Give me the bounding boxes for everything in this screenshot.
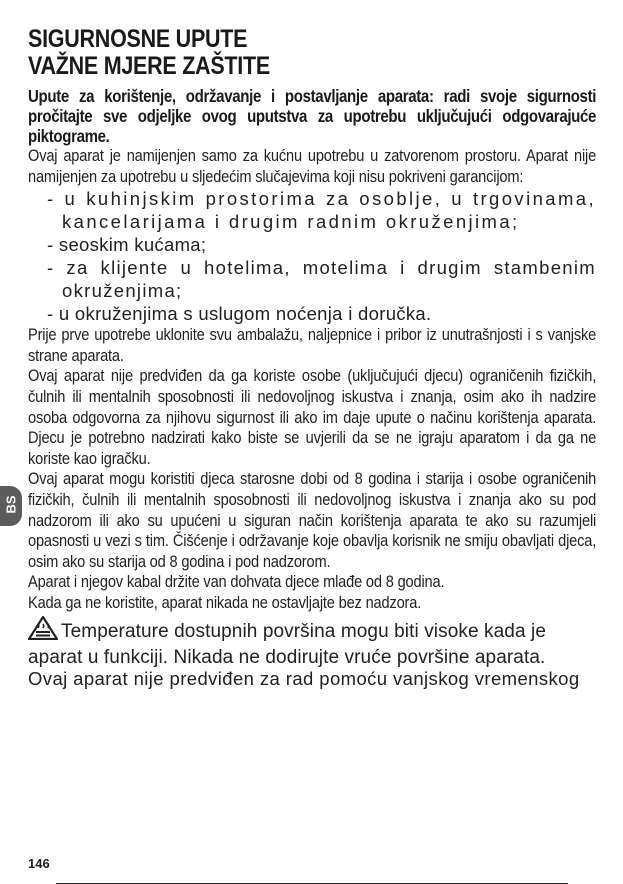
page-title [28,26,595,80]
list-item: - u kuhinjskim prostorima za osoblje, u trgovinama, kancelarijama i drugim radnim okruženjima; [47,188,596,233]
language-tab [0,486,22,526]
language-tab-label: BS [3,495,19,514]
title-line-2: VAŽNE MJERE ZAŠTITE [28,52,270,80]
warning-paragraph [28,616,596,669]
page-number: 146 [28,856,50,871]
list-item: - u okruženjima s uslugom noćenja i doručka. [47,303,432,325]
paragraph: Aparat i njegov kabal držite van dohvata djece mlađe od 8 godina. [28,572,445,592]
title-line-1: SIGURNOSNE UPUTE [28,25,248,53]
hot-surface-icon [28,616,58,646]
paragraph: Kada ga ne koristite, aparat nikada ne ostavljajte bez nadzora. [28,592,422,612]
document-page [28,26,596,689]
paragraph: Prije prve upotrebe uklonite svu ambalažu, naljepnice i pribor iz unutrašnjosti i s vanjske strane aparata. [28,325,597,365]
intro-paragraph: Ovaj aparat je namijenjen samo za kućnu upotrebu u zatvorenom prostoru. Aparat nije namijenjen za upotrebu u sljedećim slučajevima koji nisu pokriveni garancijom: [28,146,597,186]
last-paragraph: Ovaj aparat nije predviđen za rad pomoću vanjskog vremenskog [28,667,580,689]
lead-paragraph: Upute za korištenje, održavanje i postavljanje aparata: radi svoje sigurnosti pročitajte sve odjeljke ovog uputstva za upotrebu uključujući odgovarajuće piktograme. [28,86,597,146]
list-item: - za klijente u hotelima, motelima i drugim stambenim okruženjima; [47,257,596,302]
paragraph: Ovaj aparat mogu koristiti djeca starosne dobi od 8 godina i starija i osobe ograničenih fizičkih, čulnih ili mentalnih sposobnosti ili nedovoljnog iskustva i znanja ako su pod nadzorom ili ako su upućeni u siguran način korištenja aparata te ako su razumjeli opasnosti u vezi s tim. Čišćenje i održavanje koje obavlja korisnik ne smiju obavljati djeca, osim ako su starija od 8 godina i pod nadzorom. [28,469,597,571]
exclusion-list [28,187,596,325]
paragraph: Ovaj aparat nije predviđen da ga koriste osobe (uključujući djecu) ograničenih fizičkih, čulnih ili mentalnih sposobnosti ili nedovoljnog iskustva i znanja, osim ako ih nadzire osoba odgovorna za njihovu sigurnost ili ako im daje upute o načinu korištenja aparata. Djecu je potrebno nadzirati kako biste se uvjerili da se ne igraju aparatom i da ga ne koriste kao igračku. [28,366,597,468]
warning-text: Temperature dostupnih površina mogu biti visoke kada je aparat u funkciji. Nikada ne dodirujte vruće površine aparata. [28,620,546,668]
list-item: - seoskim kućama; [47,234,207,256]
